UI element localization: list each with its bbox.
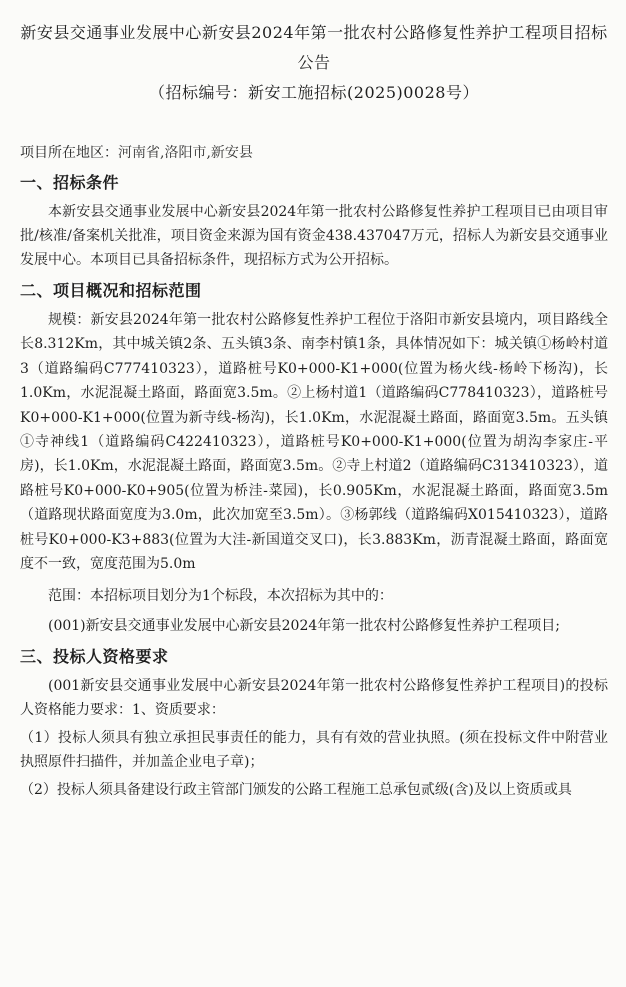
range-paragraph: 范围：本招标项目划分为1个标段，本次招标为其中的： — [48, 588, 393, 605]
section-heading-conditions: 一、招标条件 — [20, 173, 120, 192]
scale-paragraph: 规模：新安县2024年第一批农村公路修复性养护工程位于洛阳市新安县境内，项目路线全长8.312Km，其中城关镇2条、五头镇3条、南李村镇1条，具体情况如下：城关镇①杨岭村道3（道路编码C777410323），道路桩号K0+000-K1+000(位置为杨火线-杨岭下杨沟)，长1.0Km，水泥混凝土路面，路面宽3.5m。②上杨村道1（道路编码C778410323），道路桩号K0+000-K1+000(位置为新寺线-杨沟)，长1.0Km，水泥混凝土路面，路面宽3.5m。五头镇①寺神线1（道路编码C422410323），道路桩号K0+000-K1+000(位置为胡沟李家庄-平房)，长1.0Km，水泥混凝土路面，路面宽3.5m。②寺上村道2（道路编码C313410323），道路桩号K0+000-K0+905(位置为桥洼-菜园)，长0.905Km，水泥混凝土路面，路面宽3.5m（道路现状路面宽度为3.0m，此次加宽至3.5m）。③杨郭线（道路编码X015410323），道路桩号K0+000-K3+883(位置为大洼-新国道交叉口)，长3.883Km，沥青混凝土路面，路面宽度不一致，宽度范围为5.0m — [20, 312, 608, 573]
conditions-paragraph: 本新安县交通事业发展中心新安县2024年第一批农村公路修复性养护工程项目已由项目审批/核准/备案机关批准，项目资金来源为国有资金438.437047万元，招标人为新安县交通事业发展中心。本项目已具备招标条件，现招标方式为公开招标。 — [20, 204, 608, 268]
tender-number: （招标编号：新安工施招标(2025)0028号） — [149, 83, 479, 102]
requirement-2: （2）投标人须具备建设行政主管部门颁发的公路工程施工总承包贰级(含)及以上资质或具 — [20, 782, 572, 799]
section-heading-overview: 二、项目概况和招标范围 — [20, 281, 202, 300]
requirement-1: （1）投标人须具有独立承担民事责任的能力，具有有效的营业执照。(须在投标文件中附营业执照原件扫描件，并加盖企业电子章)； — [20, 730, 608, 771]
location-label: 项目所在地区： — [20, 145, 118, 161]
project-location — [20, 142, 608, 164]
document-page — [0, 18, 626, 987]
location-value: 河南省,洛阳市,新安县 — [118, 145, 253, 161]
document-title: 新安县交通事业发展中心新安县2024年第一批农村公路修复性养护工程项目招标公告 — [20, 23, 608, 72]
qualification-intro: (001新安县交通事业发展中心新安县2024年第一批农村公路修复性养护工程项目)的投标人资格能力要求：1、资质要求： — [20, 678, 608, 719]
section-heading-qualifications: 三、投标人资格要求 — [20, 647, 169, 667]
lot-paragraph: (001)新安县交通事业发展中心新安县2024年第一批农村公路修复性养护工程项目; — [48, 618, 560, 635]
